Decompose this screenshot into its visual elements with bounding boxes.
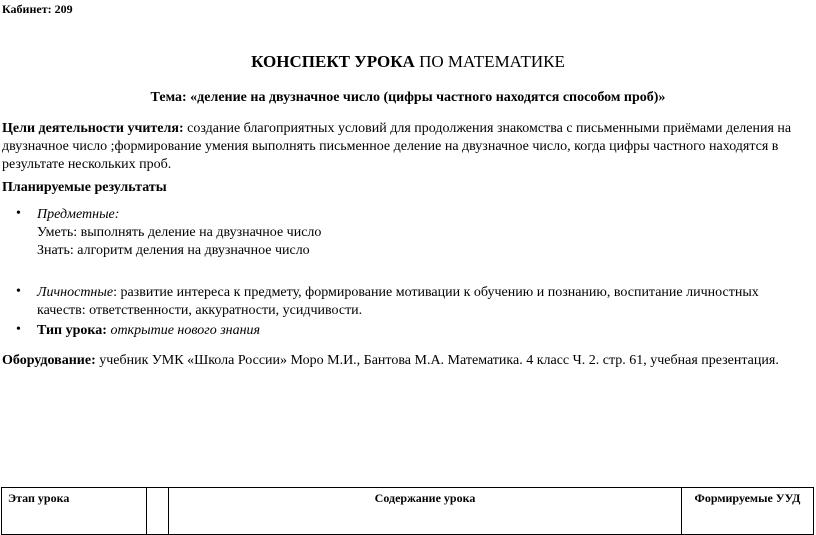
table-header-row <box>2 488 814 535</box>
title-rest: ПО МАТЕМАТИКЕ <box>414 52 565 71</box>
lesson-topic: Тема: «деление на двузначное число (цифры частного находятся способом проб)» <box>150 90 666 105</box>
planned-results-heading: Планируемые результаты <box>2 180 167 195</box>
column-empty <box>147 488 169 535</box>
goals-label: Цели деятельности учителя: <box>2 121 184 136</box>
personal-label: Личностные <box>37 285 114 300</box>
document-title <box>0 52 816 72</box>
lesson-type <box>37 322 807 340</box>
bullet-icon: • <box>16 322 21 337</box>
equipment-label: Оборудование: <box>2 353 96 368</box>
subject-results <box>37 206 807 260</box>
personal-text: : развитие интереса к предмету, формирование мотивации к обучению и познанию, воспитание личностных качеств: ответственности, аккуратности, усидчивости. <box>37 285 759 318</box>
bullet-icon: • <box>16 206 21 221</box>
subject-label: Предметные: <box>37 207 120 222</box>
lesson-type-value: открытие нового знания <box>106 323 261 338</box>
teacher-goals <box>2 120 807 174</box>
column-content: Содержание урока <box>169 488 682 535</box>
lesson-plan-table <box>1 487 814 535</box>
subject-know: Знать: алгоритм деления на двузначное число <box>37 243 310 258</box>
column-stage: Этап урока <box>2 488 147 535</box>
subject-can: Уметь: выполнять деление на двузначное число <box>37 225 322 240</box>
column-skills: Формируемые УУД <box>682 488 814 535</box>
goals-text: создание благоприятных условий для продолжения знакомства с письменными приёмами деления на двузначное число ;формирование умения выполнять письменное деление на двузначное число, когда цифры частного находятся в результате нескольких проб. <box>2 121 792 172</box>
personal-results <box>37 284 807 320</box>
equipment <box>2 352 807 370</box>
lesson-type-label: Тип урока: <box>37 323 107 338</box>
cabinet-number: Кабинет: 209 <box>2 2 73 16</box>
bullet-icon: • <box>16 284 21 299</box>
title-bold: КОНСПЕКТ УРОКА <box>251 52 415 71</box>
equipment-text: учебник УМК «Школа России» Моро М.И., Бантова М.А. Математика. 4 класс Ч. 2. стр. 61, учебная презентация. <box>95 353 779 368</box>
